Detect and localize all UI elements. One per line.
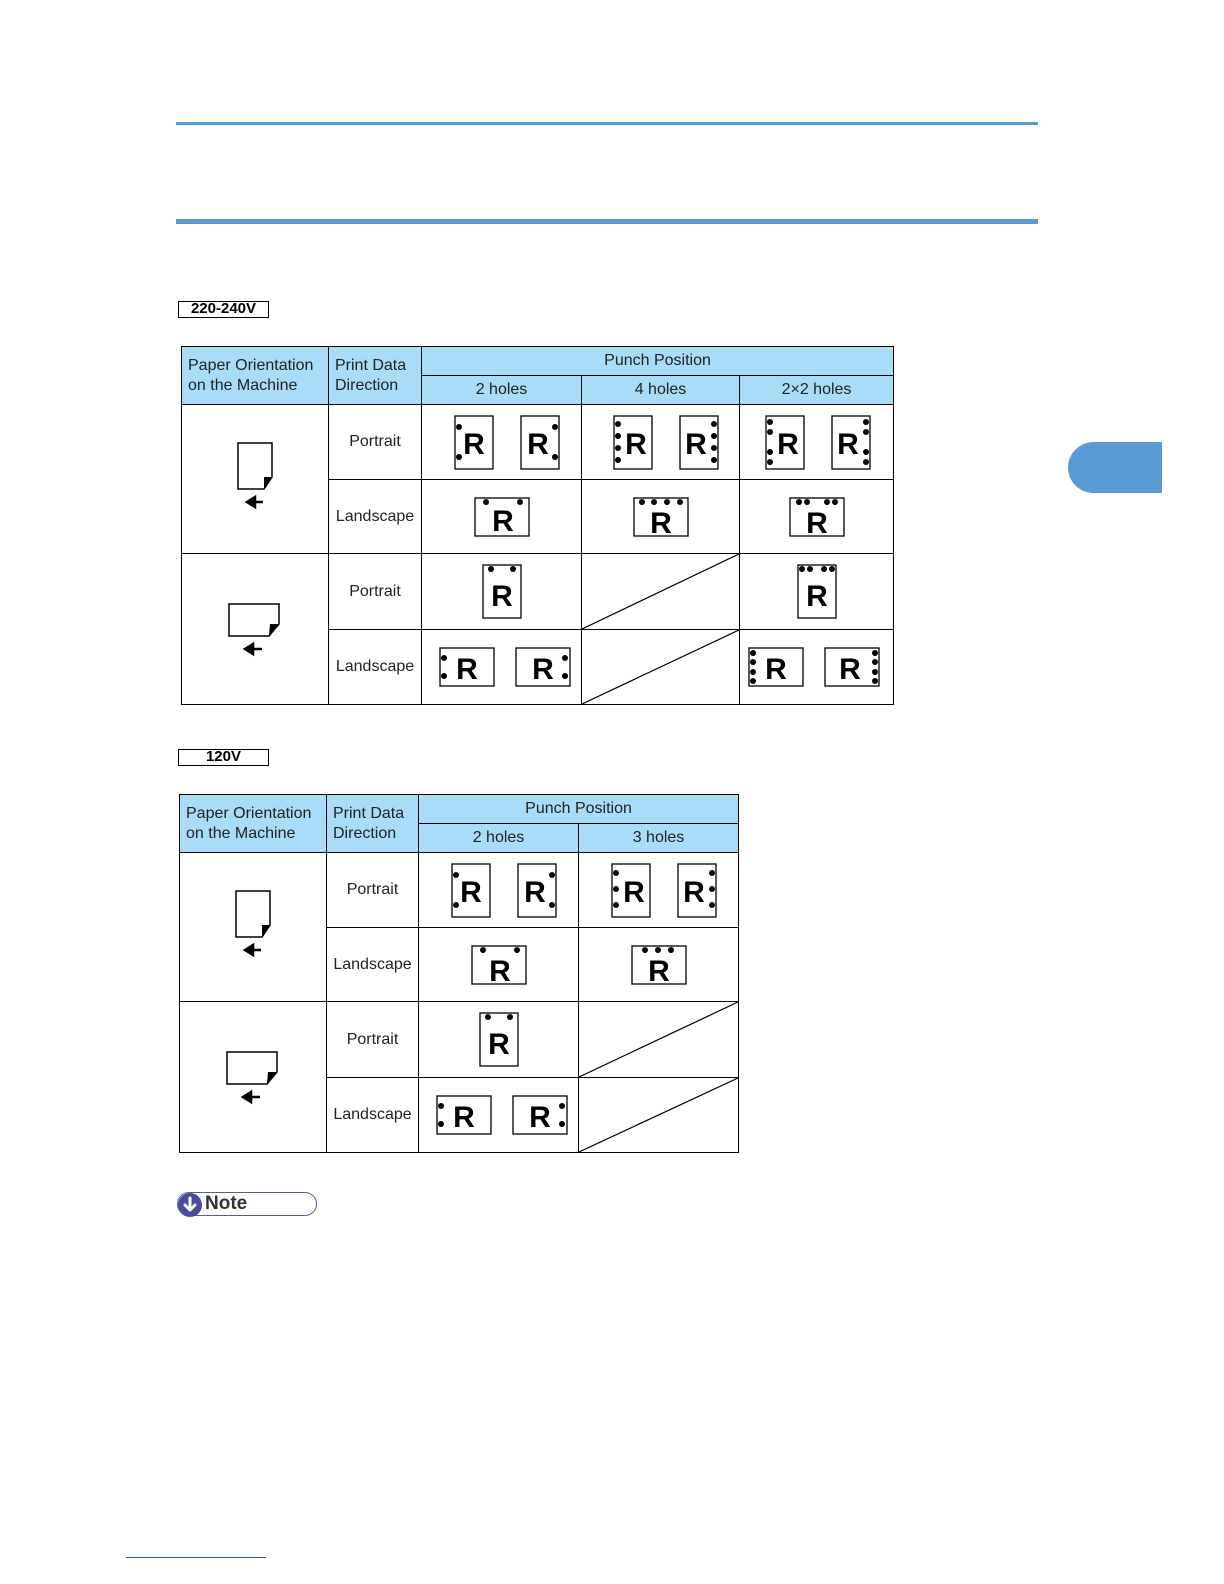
punch-sample — [782, 495, 852, 539]
svg-text:R: R — [488, 954, 511, 987]
punch-cell-2x2holes-landscape-pair — [740, 630, 894, 705]
punch-cell-2holes-portrait — [422, 405, 582, 480]
punch-cell-2holes-landscape-pair — [419, 1078, 579, 1153]
punch-cell-2x2holes-portrait-top — [740, 554, 894, 630]
direction-label: Landscape — [327, 1078, 419, 1153]
landscape-sheet-icon — [220, 594, 290, 664]
svg-text:R: R — [764, 653, 787, 686]
punch-sample — [432, 645, 572, 689]
punch-cell-3holes-portrait — [579, 853, 739, 928]
punch-cell-4holes-landscape — [582, 480, 740, 554]
svg-text:R: R — [526, 428, 549, 461]
svg-text:R: R — [459, 876, 482, 909]
punch-cell-unavailable — [582, 630, 740, 705]
orientation-cell-portrait — [180, 853, 327, 1002]
svg-text:R: R — [455, 653, 478, 686]
note-heading — [177, 1192, 317, 1216]
direction-label: Portrait — [329, 405, 422, 480]
direction-label: Portrait — [327, 1002, 419, 1078]
punch-sample — [752, 412, 882, 472]
punch-sample — [477, 562, 527, 622]
svg-text:R: R — [836, 428, 859, 461]
down-arrow-icon — [178, 1193, 202, 1217]
svg-text:R: R — [528, 1101, 551, 1134]
punch-cell-2x2holes-landscape — [740, 480, 894, 554]
punch-cell-4holes-portrait — [582, 405, 740, 480]
svg-text:R: R — [649, 506, 672, 539]
header-rule-bottom — [176, 219, 1038, 224]
direction-label: Portrait — [327, 853, 419, 928]
punch-cell-2holes-portrait-top — [422, 554, 582, 630]
punch-cell-2x2holes-portrait — [740, 405, 894, 480]
svg-text:R: R — [805, 579, 828, 613]
svg-text:R: R — [838, 653, 861, 686]
svg-text:R: R — [531, 653, 554, 686]
svg-text:R: R — [622, 876, 645, 909]
svg-text:R: R — [647, 954, 670, 987]
header-paper-orientation: Paper Orientation on the Machine — [182, 347, 329, 405]
note-label: Note — [205, 1193, 248, 1214]
orientation-cell-landscape — [180, 1002, 327, 1153]
svg-text:R: R — [462, 428, 485, 461]
diagonal-slash — [582, 630, 739, 704]
punch-table-220 — [181, 346, 894, 705]
punch-sample — [626, 495, 696, 539]
punch-sample — [594, 860, 724, 920]
svg-text:R: R — [487, 1027, 510, 1061]
punch-cell-2holes-portrait-top — [419, 1002, 579, 1078]
punch-sample — [474, 1010, 524, 1070]
chapter-tab — [1068, 442, 1162, 493]
header-paper-orientation: Paper Orientation on the Machine — [180, 795, 327, 853]
punch-cell-2holes-landscape — [422, 480, 582, 554]
direction-label: Landscape — [327, 928, 419, 1002]
voltage-label-220: 220-240V — [178, 301, 269, 318]
header-print-direction: Print Data Direction — [327, 795, 419, 853]
svg-text:R: R — [684, 428, 707, 461]
punch-sample — [434, 860, 564, 920]
svg-text:R: R — [776, 428, 799, 461]
punch-cell-3holes-landscape — [579, 928, 739, 1002]
diagonal-slash — [579, 1078, 738, 1152]
punch-cell-2holes-landscape — [419, 928, 579, 1002]
punch-sample — [792, 562, 842, 622]
header-2-holes: 2 holes — [419, 824, 579, 853]
punch-sample — [464, 943, 534, 987]
direction-label: Landscape — [329, 630, 422, 705]
svg-text:R: R — [491, 504, 514, 538]
punch-table-120 — [179, 794, 739, 1153]
header-2-holes: 2 holes — [422, 376, 582, 405]
punch-cell-unavailable — [582, 554, 740, 630]
punch-sample — [429, 1093, 569, 1137]
header-3-holes: 3 holes — [579, 824, 739, 853]
punch-sample — [624, 943, 694, 987]
portrait-sheet-icon — [223, 887, 283, 967]
punch-cell-2holes-portrait — [419, 853, 579, 928]
svg-text:R: R — [624, 428, 647, 461]
svg-text:R: R — [805, 506, 828, 539]
direction-label: Portrait — [329, 554, 422, 630]
punch-sample — [467, 495, 537, 539]
header-4-holes: 4 holes — [582, 376, 740, 405]
header-print-direction: Print Data Direction — [329, 347, 422, 405]
landscape-sheet-icon — [218, 1042, 288, 1112]
punch-cell-unavailable — [579, 1078, 739, 1153]
svg-text:R: R — [523, 876, 546, 909]
punch-sample — [437, 412, 567, 472]
svg-text:R: R — [490, 579, 513, 613]
direction-label: Landscape — [329, 480, 422, 554]
header-punch-position: Punch Position — [422, 347, 894, 376]
header-rule-top — [176, 122, 1038, 125]
orientation-cell-portrait — [182, 405, 329, 554]
svg-text:R: R — [452, 1101, 475, 1134]
header-2x2-holes: 2×2 holes — [740, 376, 894, 405]
voltage-label-120: 120V — [178, 749, 269, 766]
punch-sample — [596, 412, 726, 472]
diagonal-slash — [582, 554, 739, 629]
orientation-cell-landscape — [182, 554, 329, 705]
punch-cell-unavailable — [579, 1002, 739, 1078]
diagonal-slash — [579, 1002, 738, 1077]
svg-text:R: R — [682, 876, 705, 909]
portrait-sheet-icon — [225, 439, 285, 519]
header-punch-position: Punch Position — [419, 795, 739, 824]
punch-cell-2holes-landscape-pair — [422, 630, 582, 705]
footer-rule — [126, 1557, 266, 1558]
punch-sample — [747, 645, 887, 689]
